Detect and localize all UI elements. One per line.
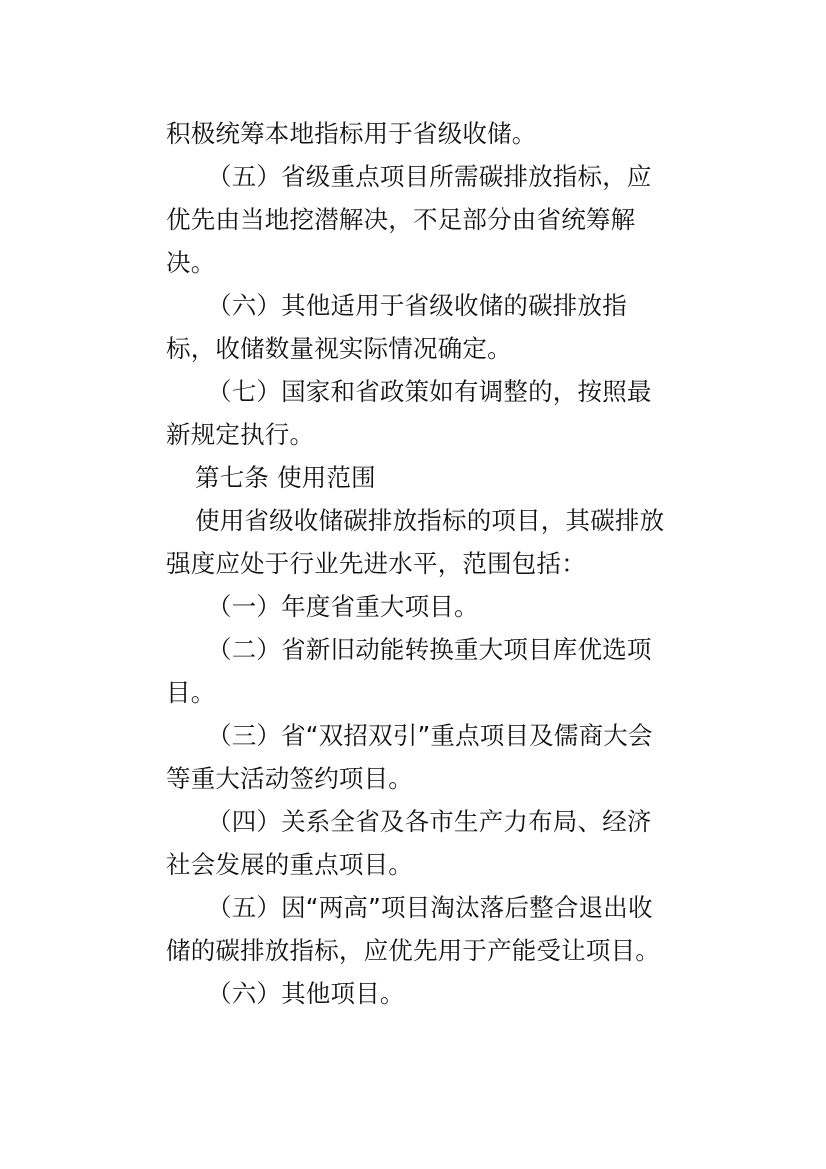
paragraph-scope-3: （三）省“双招双引”重点项目及儒商大会等重大活动签约项目。 — [166, 721, 653, 793]
paragraph-scope-4: （四）关系全省及各市生产力布局、经济社会发展的重点项目。 — [166, 807, 652, 879]
paragraph-scope-6: （六）其他项目。 — [207, 979, 405, 1008]
paragraph-scope-2: （二）省新旧动能转换重大项目库优选项目。 — [166, 635, 652, 707]
paragraph-scope-1: （一）年度省重大项目。 — [207, 592, 479, 621]
paragraph-scope-intro: 使用省级收储碳排放指标的项目，其碳排放强度应处于行业先进水平，范围包括： — [166, 506, 665, 578]
body-text — [166, 112, 666, 1015]
paragraph-continuation: 积极统筹本地指标用于省级收储。 — [166, 119, 537, 148]
paragraph-item-7: （七）国家和省政策如有调整的，按照最新规定执行。 — [166, 377, 652, 449]
paragraph-item-5: （五）省级重点项目所需碳排放指标，应优先由当地挖潜解决，不足部分由省统筹解决。 — [166, 162, 652, 277]
paragraph-scope-5: （五）因“两高”项目淘汰落后整合退出收储的碳排放指标，应优先用于产能受让项目。 — [166, 893, 660, 965]
paragraph-item-6: （六）其他适用于省级收储的碳排放指标，收储数量视实际情况确定。 — [166, 291, 627, 363]
section-heading-article-7: 第七条 使用范围 — [195, 463, 376, 492]
